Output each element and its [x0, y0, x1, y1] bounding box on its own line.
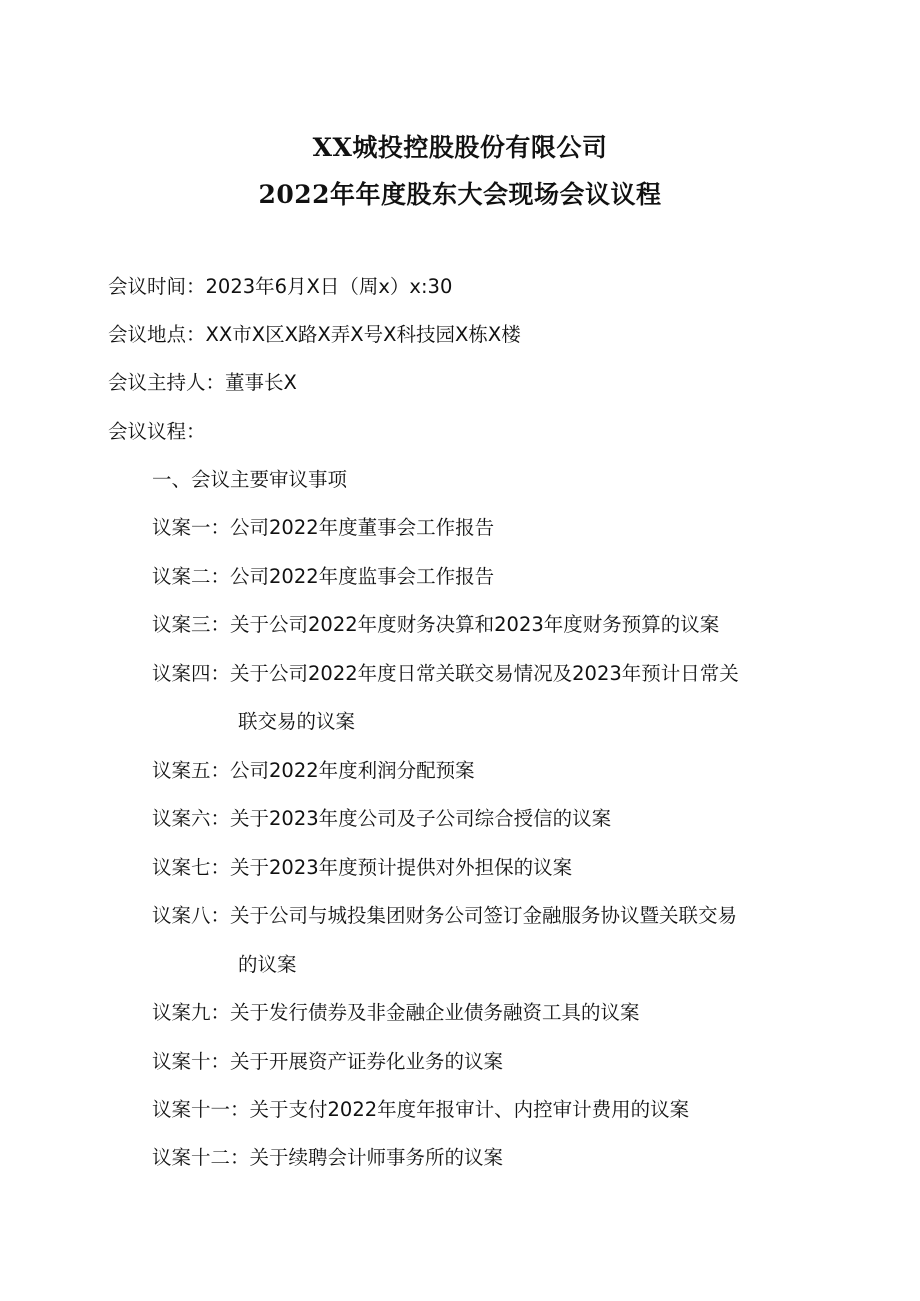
agenda-item-8: 议案八：关于公司与城投集团财务公司签订金融服务协议暨关联交易 [152, 904, 738, 927]
agenda-item-1: 议案一：公司2022年度董事会工作报告 [152, 516, 495, 539]
agenda-item-7: 议案七：关于2023年度预计提供对外担保的议案 [152, 856, 573, 879]
agenda-heading: 会议议程： [108, 420, 206, 443]
agenda-item-11: 议案十一：关于支付2022年度年报审计、内控审计费用的议案 [152, 1098, 690, 1121]
agenda-item-3: 议案三：关于公司2022年度财务决算和2023年度财务预算的议案 [152, 613, 720, 636]
section-heading: 一、会议主要审议事项 [152, 468, 348, 491]
document-title-company: XX城投控股股份有限公司 [312, 133, 608, 162]
meeting-location: 会议地点：XX市X区X路X弄X号X科技园X栋X楼 [108, 323, 521, 346]
agenda-item-5: 议案五：公司2022年度利润分配预案 [152, 759, 475, 782]
document-title-meeting: 2022年年度股东大会现场会议议程 [258, 180, 662, 209]
agenda-item-10: 议案十：关于开展资产证券化业务的议案 [152, 1050, 504, 1073]
meeting-host: 会议主持人：董事长X [108, 371, 297, 394]
agenda-item-4-continuation: 联交易的议案 [238, 710, 356, 733]
agenda-item-9: 议案九：关于发行债券及非金融企业债务融资工具的议案 [152, 1001, 640, 1024]
agenda-item-8-continuation: 的议案 [238, 953, 297, 976]
agenda-item-4: 议案四：关于公司2022年度日常关联交易情况及2023年预计日常关 [152, 662, 739, 685]
agenda-item-2: 议案二：公司2022年度监事会工作报告 [152, 565, 495, 588]
agenda-item-12: 议案十二：关于续聘会计师事务所的议案 [152, 1146, 504, 1169]
agenda-item-6: 议案六：关于2023年度公司及子公司综合授信的议案 [152, 807, 612, 830]
meeting-time: 会议时间：2023年6月X日（周x）x:30 [108, 275, 453, 298]
